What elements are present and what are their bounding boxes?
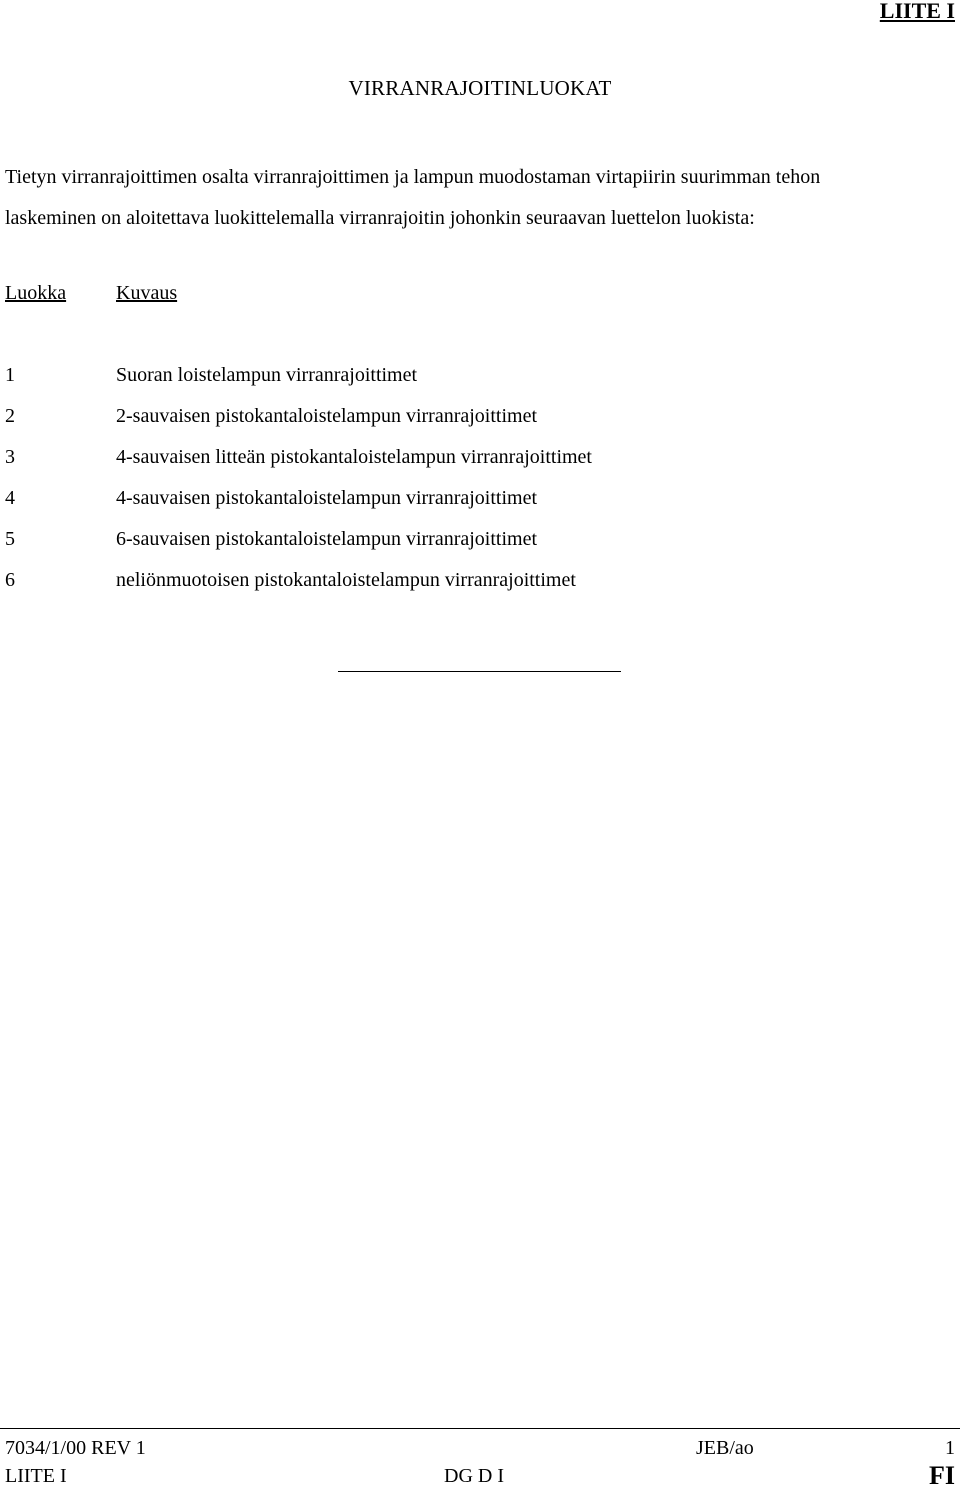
footer-initials: JEB/ao xyxy=(696,1437,754,1459)
class-description: Suoran loistelampun virranrajoittimet xyxy=(116,364,418,386)
class-description: 4-sauvaisen pistokantaloistelampun virranrajoittimet xyxy=(116,487,538,509)
class-row xyxy=(5,364,955,405)
column-header-description: Kuvaus xyxy=(116,282,178,304)
class-number: 3 xyxy=(5,446,15,468)
class-number: 1 xyxy=(5,364,15,386)
footer-annex: LIITE I xyxy=(5,1465,67,1487)
class-description: neliönmuotoisen pistokantaloistelampun virranrajoittimet xyxy=(116,569,576,591)
annex-label: LIITE I xyxy=(879,0,955,23)
class-description: 4-sauvaisen litteän pistokantaloistelampun virranrajoittimet xyxy=(116,446,592,468)
footer-rule xyxy=(0,1428,960,1429)
intro-line-2: laskeminen on aloitettava luokittelemalla virranrajoitin johonkin seuraavan luettelon luokista: xyxy=(5,207,755,229)
class-row xyxy=(5,405,955,446)
document-title: VIRRANRAJOITINLUOKAT xyxy=(348,76,612,100)
footer-page-number: 1 xyxy=(945,1437,955,1459)
class-row xyxy=(5,487,955,528)
column-header-class: Luokka xyxy=(5,282,67,304)
class-number: 6 xyxy=(5,569,15,591)
class-list xyxy=(5,364,955,610)
class-description: 6-sauvaisen pistokantaloistelampun virranrajoittimet xyxy=(116,528,538,550)
intro-paragraph xyxy=(5,157,955,239)
class-number: 5 xyxy=(5,528,15,550)
class-description: 2-sauvaisen pistokantaloistelampun virranrajoittimet xyxy=(116,405,538,427)
class-row xyxy=(5,528,955,569)
footer-language-code: FI xyxy=(929,1461,955,1490)
class-row xyxy=(5,446,955,487)
class-number: 2 xyxy=(5,405,15,427)
end-of-annex-rule xyxy=(338,671,621,672)
footer-document-reference: 7034/1/00 REV 1 xyxy=(5,1437,146,1459)
footer-directorate: DG D I xyxy=(444,1465,504,1487)
intro-line-1: Tietyn virranrajoittimen osalta virranrajoittimen ja lampun muodostaman virtapiirin suurimman tehon xyxy=(5,166,821,188)
class-row xyxy=(5,569,955,610)
class-number: 4 xyxy=(5,487,15,509)
